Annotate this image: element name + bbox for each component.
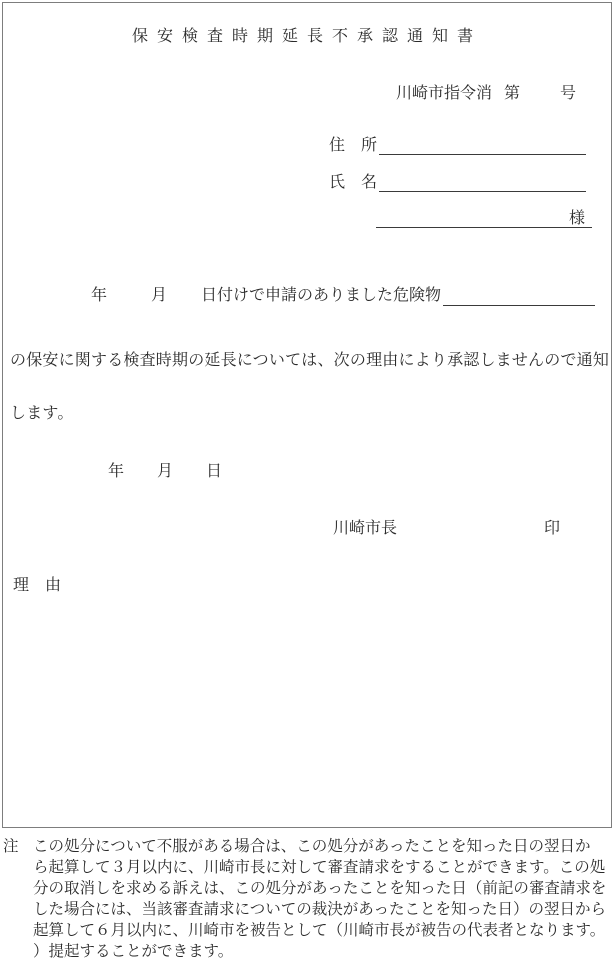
address-row [329,136,586,155]
name-label: 氏 名 [329,174,378,191]
application-year-label: 年 [91,287,108,304]
hazmat-input-line[interactable] [443,286,595,306]
issuing-office: 川崎市指令消 [396,85,493,102]
addressee-input-line[interactable] [376,209,592,228]
note-line: した場合には、当該審査請求についての裁決があったことを知った日）の翌日から [33,901,607,918]
number-go-label: 号 [560,85,577,102]
note-line: 起算して６月以内に、川崎市を被告として（川崎市長が被告の代表者となります。 [33,922,606,939]
application-text: 日付けで申請のありました危険物 [201,287,442,304]
date-day-label: 日 [206,463,223,480]
notice-body-text: の保安に関する検査時期の延長については、次の理由により承認しませんので通知 [10,352,610,369]
seal-label: 印 [544,520,561,537]
name-row [329,173,586,192]
signature-line [333,515,560,538]
note-line: ら起算して３月以内に、川崎市長に対して審査請求をすることができます。この処 [33,859,606,876]
reason-label: 理 由 [13,577,62,594]
application-line [3,286,595,306]
notice-form-box [2,2,612,828]
notice-body-text-end: します。 [10,405,74,422]
honorific-label: 様 [568,210,585,227]
issue-date-line [108,458,222,481]
address-label: 住 所 [329,137,378,154]
address-input-line[interactable] [379,136,586,155]
date-month-label: 月 [157,463,174,480]
mayor-name: 川崎市長 [333,520,398,537]
note-marker: 注 [3,838,19,855]
note-line: ）提起することができます。 [33,943,234,960]
document-title: 保安検査時期延長不承認通知書 [131,28,482,45]
note-line: この処分について不服がある場合は、この処分があったことを知った日の翌日か [33,838,591,855]
date-year-label: 年 [108,463,125,480]
name-input-line[interactable] [379,173,586,192]
application-month-label: 月 [151,287,168,304]
note-block [3,836,611,962]
honorific-row [376,209,592,228]
issuing-number-line [396,80,576,103]
note-line: 分の取消しを求める訴えは、この処分があったことを知った日（前記の審査請求を [33,880,607,897]
number-dai-label: 第 [504,85,521,102]
